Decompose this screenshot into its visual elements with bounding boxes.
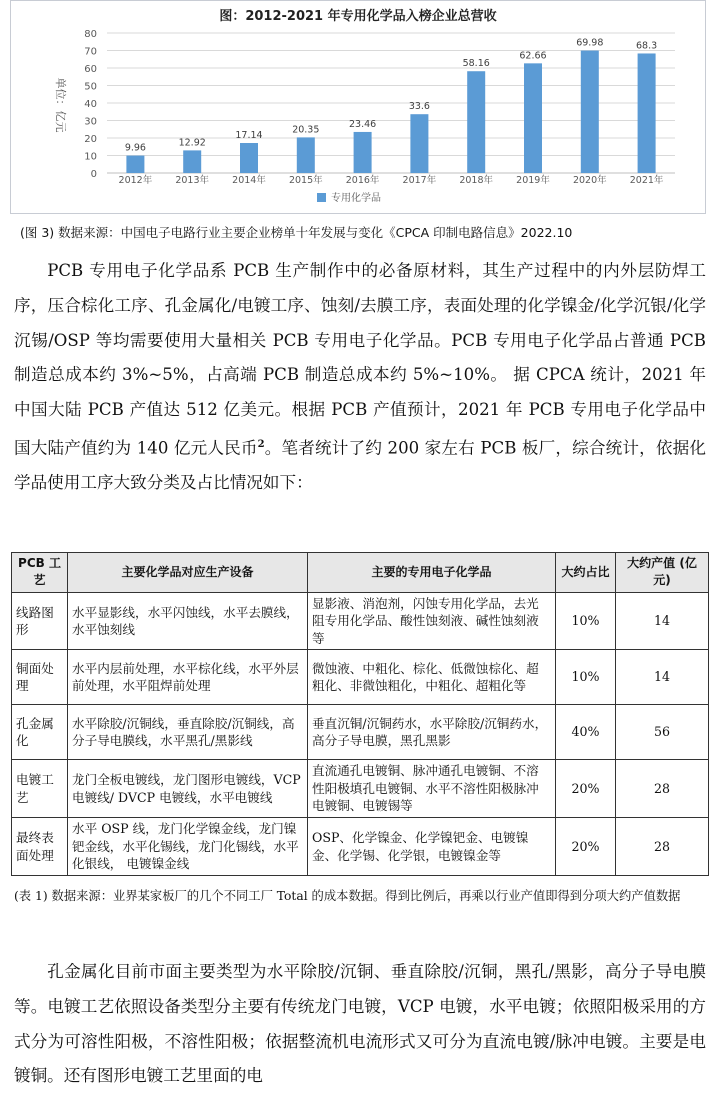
table-row — [12, 760, 709, 818]
x-tick-label: 2013年 — [175, 175, 210, 186]
table-row — [12, 650, 709, 705]
bar — [183, 150, 201, 173]
cell-ratio: 20% — [556, 760, 616, 818]
bar — [638, 53, 656, 173]
x-tick-label: 2014年 — [232, 175, 266, 186]
bar — [410, 114, 428, 173]
y-tick-label: 70 — [84, 46, 97, 58]
x-tick-label: 2012年 — [118, 175, 153, 186]
bar-value-label: 68.3 — [636, 40, 658, 52]
cell-process: 铜面处理 — [12, 650, 68, 705]
header-equipment: 主要化学品对应生产设备 — [68, 553, 308, 593]
cell-chemicals: 微蚀液、中粗化、棕化、低微蚀棕化、超粗化、非微蚀粗化，中粗化、超粗化等 — [308, 650, 556, 705]
cell-value: 28 — [616, 760, 709, 818]
y-tick-label: 20 — [84, 134, 97, 145]
paragraph-1-text: PCB 专用电子化学品系 PCB 生产制作中的必备原材料，其生产过程中的内外层防焊工序，压合棕化工序、孔金属化/电镀工序、蚀刻/去膜工序，表面处理的化学镍金/化学沉银/化学沉锡/OSP 等均需要使用大量相关 PCB 专用电子化学品。PCB 专用电子化学品占普通 PCB 制造总成本约 3%~5%，占高端 PCB 制造总成本约 5%~10%。 据 CPCA 统计，2021 年中国大陆 PCB 产值达 512 亿美元。根据 PCB 产值预计，2021 年 PCB 专用电子化学品中国大陆产值约为 140 亿元人民币 — [14, 261, 706, 458]
table-header-row — [12, 553, 709, 593]
paragraph-1 — [14, 254, 706, 501]
bar — [524, 63, 542, 173]
bar-value-label: 17.14 — [235, 130, 263, 142]
header-value: 大约产值 (亿元) — [616, 553, 709, 593]
x-tick-label: 2020年 — [572, 175, 607, 186]
cell-process: 电镀工艺 — [12, 760, 68, 818]
y-tick-label: 60 — [84, 64, 97, 75]
bar-value-label: 12.92 — [178, 137, 206, 149]
paragraph-1-tail: 。笔者统计了约 200 家左右 PCB 板厂，综合统计，依据化学品使用工序大致分类及占比情况如下： — [14, 438, 706, 493]
table-row — [12, 705, 709, 760]
bar-value-label: 9.96 — [124, 142, 146, 154]
cell-equipment: 水平显影线，水平闪蚀线，水平去膜线，水平蚀刻线 — [68, 592, 308, 649]
revenue-chart — [10, 0, 706, 214]
x-tick-label: 2019年 — [516, 175, 550, 186]
cell-process: 孔金属化 — [12, 705, 68, 760]
bar-value-label: 33.6 — [408, 101, 430, 113]
legend-label: 专用化学品 — [331, 193, 381, 204]
cell-ratio: 40% — [556, 705, 616, 760]
legend-swatch — [317, 193, 326, 202]
cell-equipment: 水平 OSP 线，龙门化学镍金线，龙门镍钯金线，水平化锡线，龙门化锡线，水平化银线， 电镀镍金线 — [68, 818, 308, 876]
cell-chemicals: OSP、化学镍金、化学镍钯金、电镀镍金、化学锡、化学银，电镀镍金等 — [308, 818, 556, 876]
bar — [240, 143, 258, 173]
y-tick-label: 10 — [84, 151, 97, 163]
y-tick-label: 30 — [84, 116, 97, 128]
cell-chemicals: 直流通孔电镀铜、脉冲通孔电镀铜、不溶性阳极填孔电镀铜、水平不溶性阳极脉冲电镀铜、电镀锡等 — [308, 760, 556, 818]
bar-value-label: 23.46 — [348, 118, 377, 130]
cell-equipment: 水平除胶/沉铜线，垂直除胶/沉铜线，高分子导电膜线，水平黑孔/黑影线 — [68, 705, 308, 760]
table-caption: (表 1) 数据来源：业界某家板厂的几个不同工厂 Total 的成本数据。得到比例后，再乘以行业产值即得到分项大约产值数据 — [14, 889, 681, 903]
cell-value: 14 — [616, 650, 709, 705]
cell-ratio: 20% — [556, 818, 616, 876]
bar-value-label: 62.66 — [519, 50, 547, 62]
bar-value-label: 58.16 — [462, 58, 490, 70]
y-tick-label: 0 — [90, 169, 97, 180]
cell-equipment: 龙门全板电镀线，龙门图形电镀线，VCP 电镀线/ DVCP 电镀线，水平电镀线 — [68, 760, 308, 818]
cell-ratio: 10% — [556, 592, 616, 649]
header-process: PCB 工艺 — [12, 553, 68, 593]
cell-value: 56 — [616, 705, 709, 760]
figure-caption: (图 3) 数据来源：中国电子电路行业主要企业榜单十年发展与变化《CPCA 印制电路信息》2022.10 — [20, 225, 573, 240]
bar — [467, 71, 485, 173]
header-ratio: 大约占比 — [556, 553, 616, 593]
x-tick-label: 2021年 — [629, 175, 664, 186]
x-tick-label: 2018年 — [459, 175, 494, 186]
x-tick-label: 2016年 — [345, 175, 380, 186]
chart-canvas — [11, 1, 705, 213]
cell-process: 线路图形 — [12, 592, 68, 649]
paragraph-2-text: 孔金属化目前市面主要类型为水平除胶/沉铜、垂直除胶/沉铜，黑孔/黑影，高分子导电膜等。电镀工艺依照设备类型分主要有传统龙门电镀，VCP 电镀，水平电镀；依照阳极采用的方式分为可溶性阳极，不溶性阳极；依据整流机电流形式又可分为直流电镀/脉冲电镀。主要是电镀铜。还有图形电镀工艺里面的电 — [14, 962, 706, 1086]
y-tick-label: 50 — [84, 81, 97, 93]
x-tick-label: 2015年 — [288, 175, 323, 186]
bar-value-label: 69.98 — [576, 37, 604, 49]
cell-ratio: 10% — [556, 650, 616, 705]
header-chemicals: 主要的专用电子化学品 — [308, 553, 556, 593]
paragraph-2 — [14, 955, 706, 1094]
x-tick-label: 2017年 — [402, 175, 437, 186]
bar — [297, 137, 315, 173]
cell-chemicals: 显影液、消泡剂，闪蚀专用化学品，去光阻专用化学品、酸性蚀刻液、碱性蚀刻液等 — [308, 592, 556, 649]
y-axis-label: 单位：亿元 — [54, 77, 67, 133]
table-row — [12, 592, 709, 649]
bar — [581, 51, 599, 173]
cell-chemicals: 垂直沉铜/沉铜药水，水平除胶/沉铜药水，高分子导电膜，黑孔黑影 — [308, 705, 556, 760]
chart-title: 图：2012-2021 年专用化学品入榜企业总营收 — [219, 9, 497, 24]
cell-process: 最终表面处理 — [12, 818, 68, 876]
cell-value: 28 — [616, 818, 709, 876]
chemicals-table — [11, 552, 709, 876]
cell-value: 14 — [616, 592, 709, 649]
bar — [354, 132, 372, 173]
table-row — [12, 818, 709, 876]
footnote-ref: 2 — [257, 438, 265, 450]
cell-equipment: 水平内层前处理，水平棕化线，水平外层前处理，水平阻焊前处理 — [68, 650, 308, 705]
y-tick-label: 40 — [84, 99, 97, 110]
bar — [126, 156, 144, 173]
y-tick-label: 80 — [84, 29, 97, 40]
bar-value-label: 20.35 — [292, 124, 320, 136]
